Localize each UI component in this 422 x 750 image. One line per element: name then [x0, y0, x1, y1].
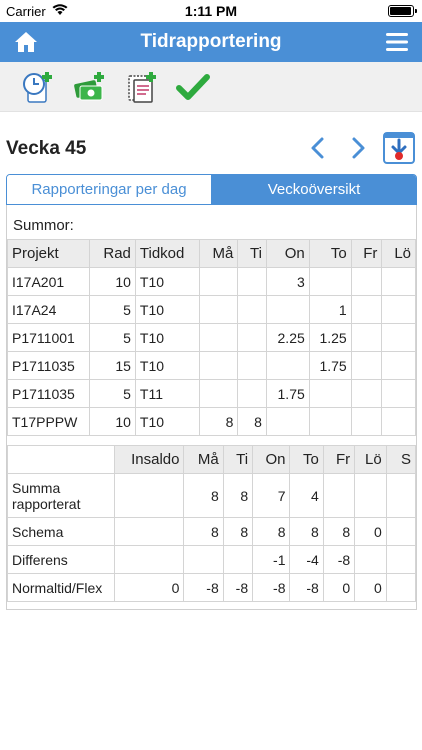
action-toolbar: [0, 62, 422, 112]
summary-row: [8, 296, 416, 324]
table-cell: [382, 408, 416, 436]
table-cell: [309, 380, 351, 408]
table-cell: Schema: [8, 518, 115, 546]
table-cell: -1: [253, 546, 290, 574]
table-cell: 1.25: [309, 324, 351, 352]
battery-icon: [388, 5, 414, 17]
table-cell: 8: [238, 408, 267, 436]
table-cell: 8: [199, 408, 237, 436]
week-overview-panel: [6, 205, 417, 610]
table-cell: [115, 474, 184, 518]
table-cell: 5: [89, 296, 135, 324]
column-header: Insaldo: [115, 446, 184, 474]
table-cell: [266, 296, 309, 324]
previous-week-icon[interactable]: [308, 136, 328, 160]
table-cell: P1711035: [8, 352, 90, 380]
table-cell: 8: [184, 474, 223, 518]
table-cell: 3: [266, 268, 309, 296]
column-header: Lö: [355, 446, 387, 474]
table-cell: -8: [223, 574, 252, 602]
add-expense-icon[interactable]: [72, 70, 106, 104]
summary-row: [8, 408, 416, 436]
table-cell: [355, 546, 387, 574]
status-bar: [0, 0, 422, 22]
table-cell: 15: [89, 352, 135, 380]
table-cell: [199, 352, 237, 380]
download-icon[interactable]: [383, 132, 415, 164]
table-cell: -8: [184, 574, 223, 602]
table-cell: [386, 574, 415, 602]
checkmark-icon[interactable]: [176, 70, 210, 104]
table-cell: T10: [135, 408, 199, 436]
table-cell: [238, 296, 267, 324]
table-cell: [351, 268, 382, 296]
table-cell: P1711035: [8, 380, 90, 408]
table-cell: [238, 268, 267, 296]
totals-header-row: [8, 446, 416, 474]
table-cell: I17A24: [8, 296, 90, 324]
table-cell: [223, 546, 252, 574]
table-cell: Differens: [8, 546, 115, 574]
table-cell: 5: [89, 324, 135, 352]
table-cell: 8: [290, 518, 323, 546]
table-cell: [238, 324, 267, 352]
column-header: Ti: [238, 240, 267, 268]
column-header: S: [386, 446, 415, 474]
table-cell: [351, 352, 382, 380]
table-cell: [386, 546, 415, 574]
table-cell: 0: [323, 574, 354, 602]
table-cell: [115, 518, 184, 546]
table-cell: [351, 380, 382, 408]
summary-row: [8, 352, 416, 380]
table-cell: Normaltid/Flex: [8, 574, 115, 602]
tab-week-overview[interactable]: Veckoöversikt: [212, 175, 416, 204]
column-header: Projekt: [8, 240, 90, 268]
column-header: Rad: [89, 240, 135, 268]
column-header: On: [266, 240, 309, 268]
summary-label: Summor:: [13, 217, 74, 234]
table-cell: [382, 268, 416, 296]
page-title: Tidrapportering: [140, 31, 282, 52]
table-cell: 0: [115, 574, 184, 602]
table-cell: 10: [89, 408, 135, 436]
summary-table: [7, 239, 416, 436]
table-cell: 1.75: [309, 352, 351, 380]
table-cell: [323, 474, 354, 518]
column-header: On: [253, 446, 290, 474]
table-cell: [351, 296, 382, 324]
next-week-icon[interactable]: [348, 136, 368, 160]
nav-bar: [0, 22, 422, 62]
table-cell: [382, 324, 416, 352]
totals-row: [8, 518, 416, 546]
carrier-label: Carrier: [6, 4, 46, 19]
column-header: Tidkod: [135, 240, 199, 268]
table-cell: [382, 352, 416, 380]
table-cell: 0: [355, 518, 387, 546]
table-cell: P1711001: [8, 324, 90, 352]
table-cell: 10: [89, 268, 135, 296]
table-cell: 8: [223, 518, 252, 546]
table-cell: [184, 546, 223, 574]
table-cell: -8: [323, 546, 354, 574]
table-cell: 1: [309, 296, 351, 324]
table-cell: T10: [135, 268, 199, 296]
table-cell: 8: [223, 474, 252, 518]
table-cell: T10: [135, 296, 199, 324]
summary-header-row: [8, 240, 416, 268]
table-cell: 5: [89, 380, 135, 408]
table-cell: [386, 518, 415, 546]
table-cell: I17A201: [8, 268, 90, 296]
table-cell: [199, 296, 237, 324]
table-cell: [382, 296, 416, 324]
add-time-report-icon[interactable]: [20, 70, 54, 104]
summary-row: [8, 324, 416, 352]
column-header: Fr: [351, 240, 382, 268]
week-label: Vecka 45: [6, 138, 87, 159]
table-cell: 7: [253, 474, 290, 518]
table-cell: Summa rapporterat: [8, 474, 115, 518]
column-header: [8, 446, 115, 474]
table-cell: [238, 352, 267, 380]
hamburger-menu-icon[interactable]: [386, 32, 408, 52]
column-header: To: [309, 240, 351, 268]
table-cell: [355, 474, 387, 518]
table-cell: -4: [290, 546, 323, 574]
table-cell: [382, 380, 416, 408]
tab-per-day[interactable]: Rapporteringar per dag: [7, 175, 212, 204]
table-cell: T17PPPW: [8, 408, 90, 436]
table-cell: T11: [135, 380, 199, 408]
table-cell: [309, 268, 351, 296]
table-cell: [266, 352, 309, 380]
table-cell: [199, 324, 237, 352]
column-header: Må: [184, 446, 223, 474]
table-cell: T10: [135, 324, 199, 352]
summary-row: [8, 268, 416, 296]
column-header: Fr: [323, 446, 354, 474]
table-cell: -8: [290, 574, 323, 602]
table-cell: [386, 474, 415, 518]
totals-table: [7, 445, 416, 602]
table-cell: 0: [355, 574, 387, 602]
table-cell: [309, 408, 351, 436]
table-cell: 1.75: [266, 380, 309, 408]
totals-row: [8, 546, 416, 574]
table-cell: 2.25: [266, 324, 309, 352]
table-cell: [115, 546, 184, 574]
view-tabs: [6, 174, 417, 205]
table-cell: [351, 408, 382, 436]
column-header: To: [290, 446, 323, 474]
totals-row: [8, 474, 416, 518]
table-cell: T10: [135, 352, 199, 380]
column-header: Må: [199, 240, 237, 268]
table-cell: 4: [290, 474, 323, 518]
table-cell: 8: [323, 518, 354, 546]
table-cell: -8: [253, 574, 290, 602]
status-time: 1:11 PM: [184, 3, 238, 19]
table-cell: [199, 380, 237, 408]
table-cell: 8: [184, 518, 223, 546]
table-cell: [266, 408, 309, 436]
add-document-icon[interactable]: [124, 70, 158, 104]
table-cell: [199, 268, 237, 296]
column-header: Lö: [382, 240, 416, 268]
totals-row: [8, 574, 416, 602]
table-cell: 8: [253, 518, 290, 546]
table-cell: [351, 324, 382, 352]
summary-row: [8, 380, 416, 408]
column-header: Ti: [223, 446, 252, 474]
table-cell: [238, 380, 267, 408]
